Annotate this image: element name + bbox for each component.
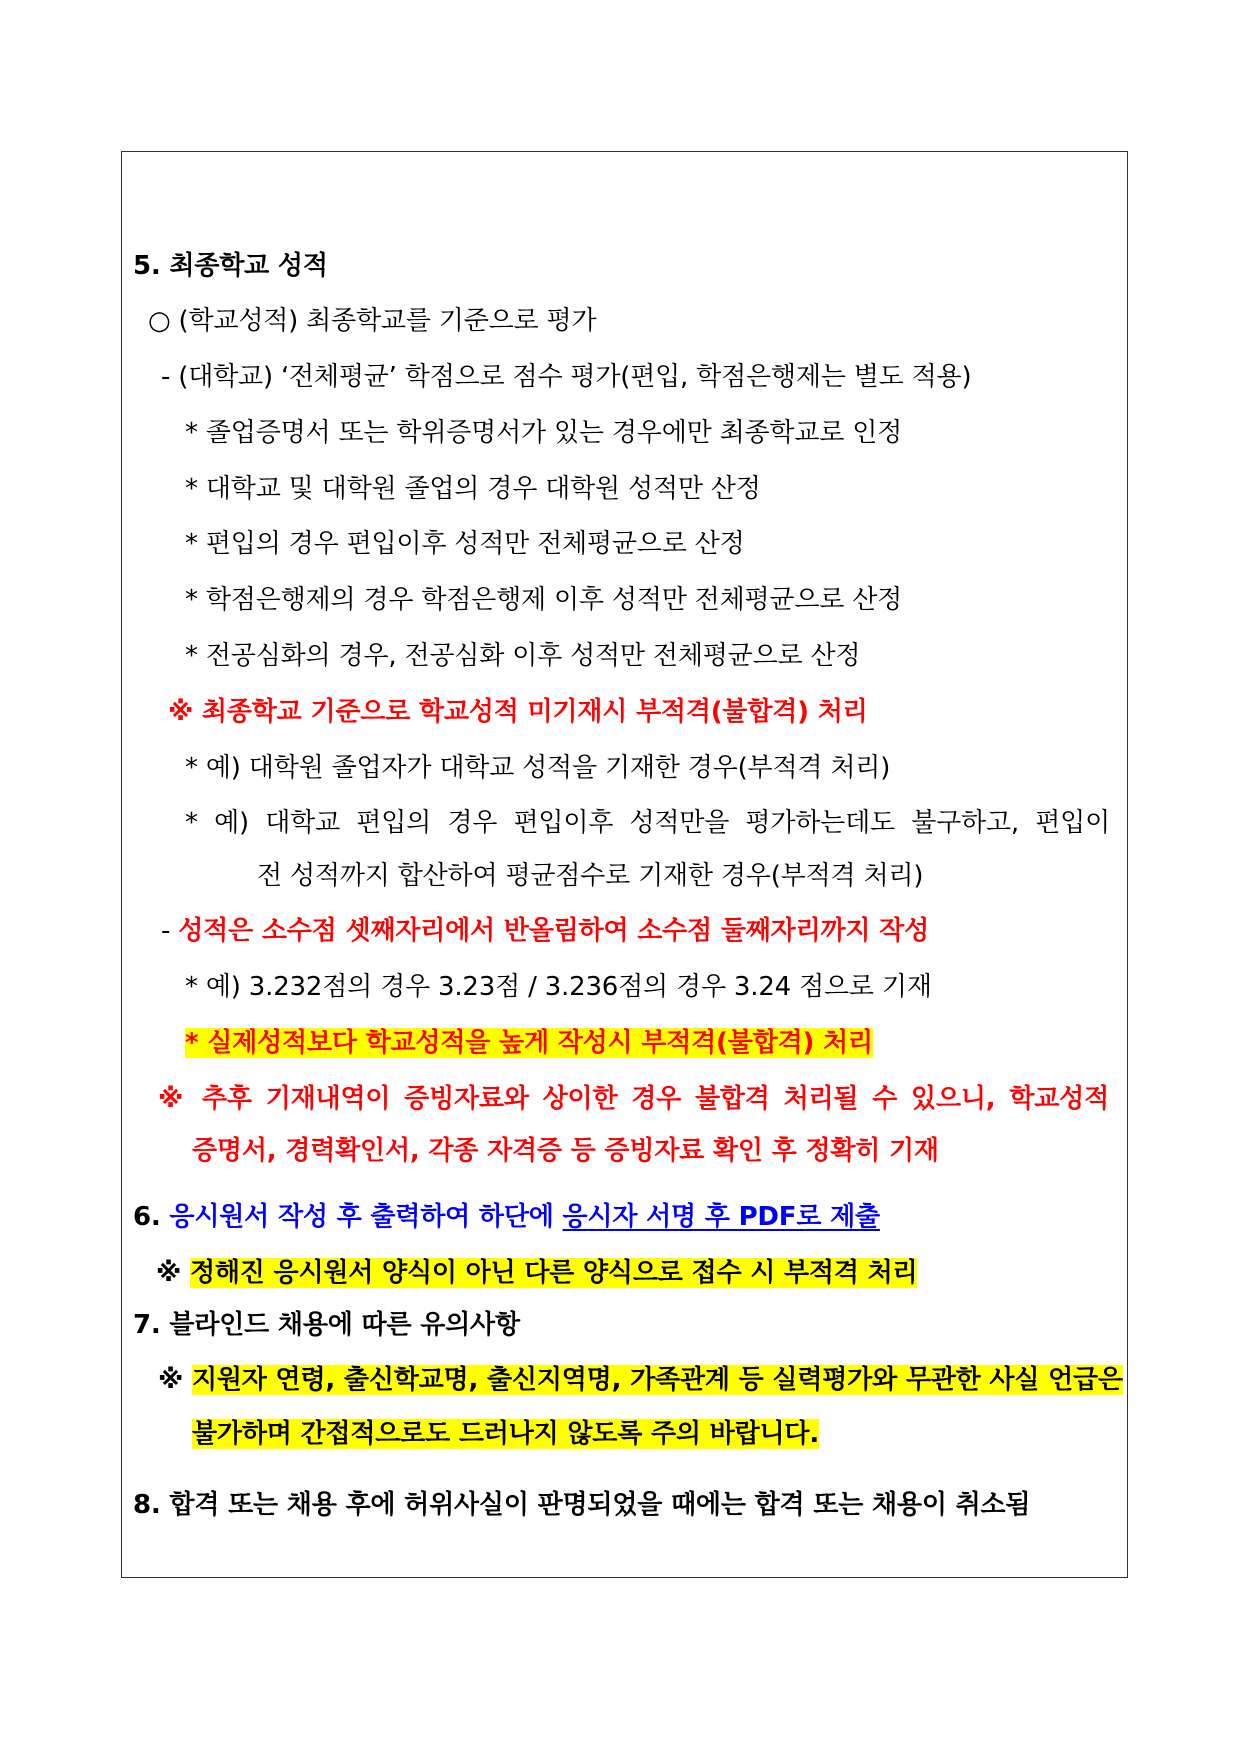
note-item: * 대학교 및 대학원 졸업의 경우 대학원 성적만 산정 [185, 474, 761, 504]
reference-mark: ※ [158, 1365, 192, 1395]
section-7-note-highlight-1: 지원자 연령, 출신학교명, 출신지역명, 가족관계 등 실력평가와 무관한 사실 언급은 [191, 1365, 1123, 1395]
highlighted-warning: * 실제성적보다 학교성적을 높게 작성시 부적격(불합격) 처리 [185, 1028, 873, 1058]
section-5-heading: 5. 최종학교 성적 [133, 251, 328, 281]
grade-criteria-item: ○ (학교성적) 최종학교를 기준으로 평가 [148, 306, 597, 336]
note-item: * 학점은행제의 경우 학점은행제 이후 성적만 전체평균으로 산정 [185, 585, 903, 615]
note-item: * 편입의 경우 편입이후 성적만 전체평균으로 산정 [185, 529, 745, 559]
decimal-rule-item [161, 913, 929, 949]
decimal-rule-text: 성적은 소수점 셋째자리에서 반올림하여 소수점 둘째자리까지 작성 [178, 916, 930, 946]
university-average-item: - (대학교) ‘전체평균’ 학점으로 점수 평가(편입, 학점은행제는 별도 적용) [161, 362, 972, 392]
section-7-note-highlight-2: 불가하며 간접적으로도 드러나지 않도록 주의 바랍니다. [192, 1419, 820, 1449]
reference-mark: ※ [156, 1258, 190, 1288]
example-item-multiline [185, 805, 1110, 841]
note-item: * 졸업증명서 또는 학위증명서가 있는 경우에만 최종학교로 인정 [185, 418, 903, 448]
section-8-heading: 8. 합격 또는 채용 후에 허위사실이 판명되었을 때에는 합격 또는 채용이 취소됨 [133, 1490, 1031, 1520]
section-6-text: 응시원서 작성 후 출력하여 하단에 [169, 1202, 563, 1232]
section-7-note-line-2 [192, 1416, 819, 1452]
section-6-number: 6. [133, 1202, 170, 1232]
dash-marker: - [161, 916, 179, 946]
section-7-note-text-1 [158, 1362, 1123, 1398]
section-6-heading [133, 1199, 880, 1235]
evidence-warning-line-2: 증명서, 경력확인서, 각종 자격증 등 증빙자료 확인 후 정확히 기재 [192, 1136, 939, 1166]
section-6-note [156, 1255, 917, 1291]
section-6-note-text: 정해진 응시원서 양식이 아닌 다른 양식으로 접수 시 부적격 처리 [189, 1258, 918, 1288]
example-item: * 예) 대학원 졸업자가 대학교 성적을 기재한 경우(부적격 처리) [185, 753, 891, 783]
section-7-heading: 7. 블라인드 채용에 따른 유의사항 [133, 1310, 520, 1340]
evidence-warning-line-1 [158, 1081, 1109, 1117]
section-6-underlined: 응시자 서명 후 PDF로 제출 [562, 1202, 880, 1232]
section-7-note-line-1 [158, 1362, 1123, 1398]
overstated-grade-warning [185, 1025, 873, 1061]
warning-missing-grade: ※ 최종학교 기준으로 학교성적 미기재시 부적격(불합격) 처리 [168, 697, 868, 727]
decimal-example: * 예) 3.232점의 경우 3.23점 / 3.236점의 경우 3.24 점으로 기재 [185, 972, 932, 1002]
note-item: * 전공심화의 경우, 전공심화 이후 성적만 전체평균으로 산정 [185, 641, 861, 671]
evidence-warning-text-1: ※ 추후 기재내역이 증빙자료와 상이한 경우 불합격 처리될 수 있으니, 학교성적 [158, 1084, 1109, 1114]
example-line-1: * 예) 대학교 편입의 경우 편입이후 성적만을 평가하는데도 불구하고, 편입이 [185, 808, 1110, 838]
example-line-2: 전 성적까지 합산하여 평균점수로 기재한 경우(부적격 처리) [257, 861, 924, 891]
